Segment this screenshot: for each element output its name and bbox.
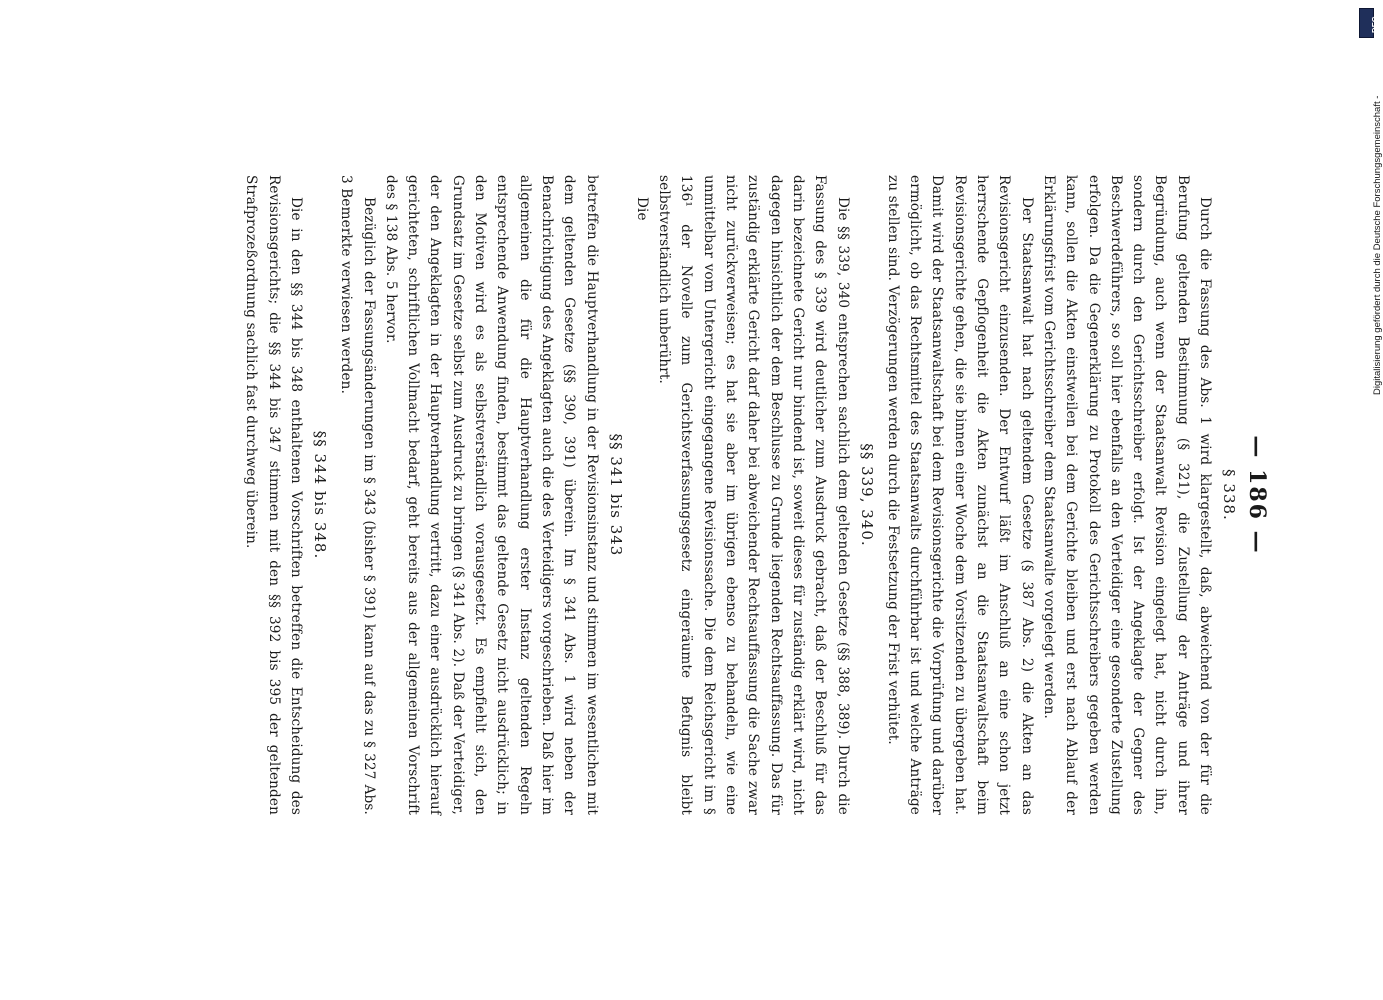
paragraph-341-1: betreffen die Hauptverhandlung in der Revisionsinstanz und stimmen im wesentlichen mit dem geltenden Gesetze (§§ 390, 391) überein. Im § 341 Abs. 1 wird neben der Benachrichtigung des Angeklagten auch die des Verteidigers vorgeschrieben. Daß hier im allgemeinen die für die Hauptverhandlung erster Instanz geltenden Regeln entsprechende Anwendung finden, bestimmt das geltende Gesetz nicht ausdrücklich; in den Motiven wird es als selbstverständlich vorausgesetzt. Es empfiehlt sich, den Grundsatz im Gesetze selbst zum Ausdruck zu bringen (§ 341 Abs. 2). Daß der Verteidiger, der den Angeklagten in der Hauptverhandlung vertritt, dazu einer ausdrücklich hierauf gerichteten, schriftlichen Vollmacht bedarf, geht bereits aus der allgemeinen Vorschrift des § 138 Abs. 5 hervor. <box>382 175 600 815</box>
page-body <box>140 175 1270 815</box>
section-heading-338: § 338. <box>1220 469 1238 521</box>
dfg-logo <box>1359 8 1380 38</box>
funding-notice: Digitalisierung gefördert durch die Deutsche Forschungsgemeinschaft - <box>1372 95 1383 395</box>
dfg-logo-text: DFG <box>1371 16 1380 33</box>
page-number: — 186 — <box>1244 435 1270 555</box>
section-heading-339-340: §§ 339, 340. <box>857 443 876 547</box>
paragraph-338-1: Durch die Fassung des Abs. 1 wird klargestellt, daß, abweichend von der für die Berufung geltenden Bestimmung (§ 321), die Zustellung der Anträge und ihrer Begründung, auch wenn der Staatsanwalt Revision eingelegt hat, nicht durch ihn, sondern durch den Gerichtsschreiber erfolgt. Ist der Angeklagte der Gegner des Beschwerdeführers, so soll hier ebenfalls an den Verteidiger eine gesonderte Zustellung erfolgen. Da die Gegenerklärung zu Protokoll des Gerichtsschreibers gegeben werden kann, sollen die Akten einstweilen bei dem Gerichte bleiben und erst nach Ablauf der Erklärungsfrist vom Gerichtsschreiber dem Staatsanwalte vorgelegt werden. <box>1040 175 1213 815</box>
section-heading-344-348: §§ 344 bis 348. <box>311 430 330 560</box>
paragraph-344-1: Die in den §§ 344 bis 348 enthaltenen Vorschriften betreffen die Entscheidung des Revisionsgerichts; die §§ 344 bis 347 stimmen mit den §§ 392 bis 395 der geltenden Strafprozeßordnung sachlich fast durchweg überein. <box>243 175 305 815</box>
paragraph-338-2: Der Staatsanwalt hat nach geltendem Gesetze (§ 387 Abs. 2) die Akten an das Revisionsgericht einzusenden. Der Entwurf läßt im Anschluß an eine schon jetzt herrschende Gepflogenheit die Akten zunächst an die Staatsanwaltschaft beim Revisionsgerichte gehen, die sie binnen einer Woche dem Vorsitzenden zu übergeben hat. Damit wird der Staatsanwaltschaft bei dem Revisionsgerichte die Vorprüfung und darüber ermöglicht, ob das Rechtsmittel des Staatsanwalts durchführbar ist und welche Anträge zu stellen sind. Verzögerungen werden durch die Festsetzung der Frist verhütet. <box>884 175 1035 815</box>
section-heading-341-343: §§ 341 bis 343 <box>606 433 625 557</box>
paragraph-339-2: Die <box>633 197 650 221</box>
paragraph-339-1: Die §§ 339, 340 entsprechen sachlich dem geltenden Gesetze (§§ 388, 389). Durch die Fassung des § 339 wird deutlicher zum Ausdruck gebracht, daß der Beschluß für das darin bezeichnete Gericht nur bindend ist, soweit dieses für zuständig erklärt wird, nicht dagegen hinsichtlich der dem Beschlusse zu Grunde liegenden Rechtsauffassung. Das für zuständig erklärte Gericht darf daher bei abweichender Rechtsauffassung die Sache zwar nicht zurückverweisen; es hat sie aber im übrigen ebenso zu behandeln, wie eine unmittelbar vom Untergericht eingegangene Revisionssache. Die dem Reichsgericht im § 136¹ der Novelle zum Gerichtsverfassungsgesetz eingeräumte Befugnis bleibt selbstverständlich unberührt. <box>656 175 851 815</box>
rotated-page <box>140 175 1270 815</box>
digitization-stamp <box>1357 0 1383 1000</box>
paragraph-341-2: Bezüglich der Fassungsänderungen im § 343 (bisher § 391) kann auf das zu § 327 Abs. 3 Bemerkte verwiesen werden. <box>338 175 377 815</box>
